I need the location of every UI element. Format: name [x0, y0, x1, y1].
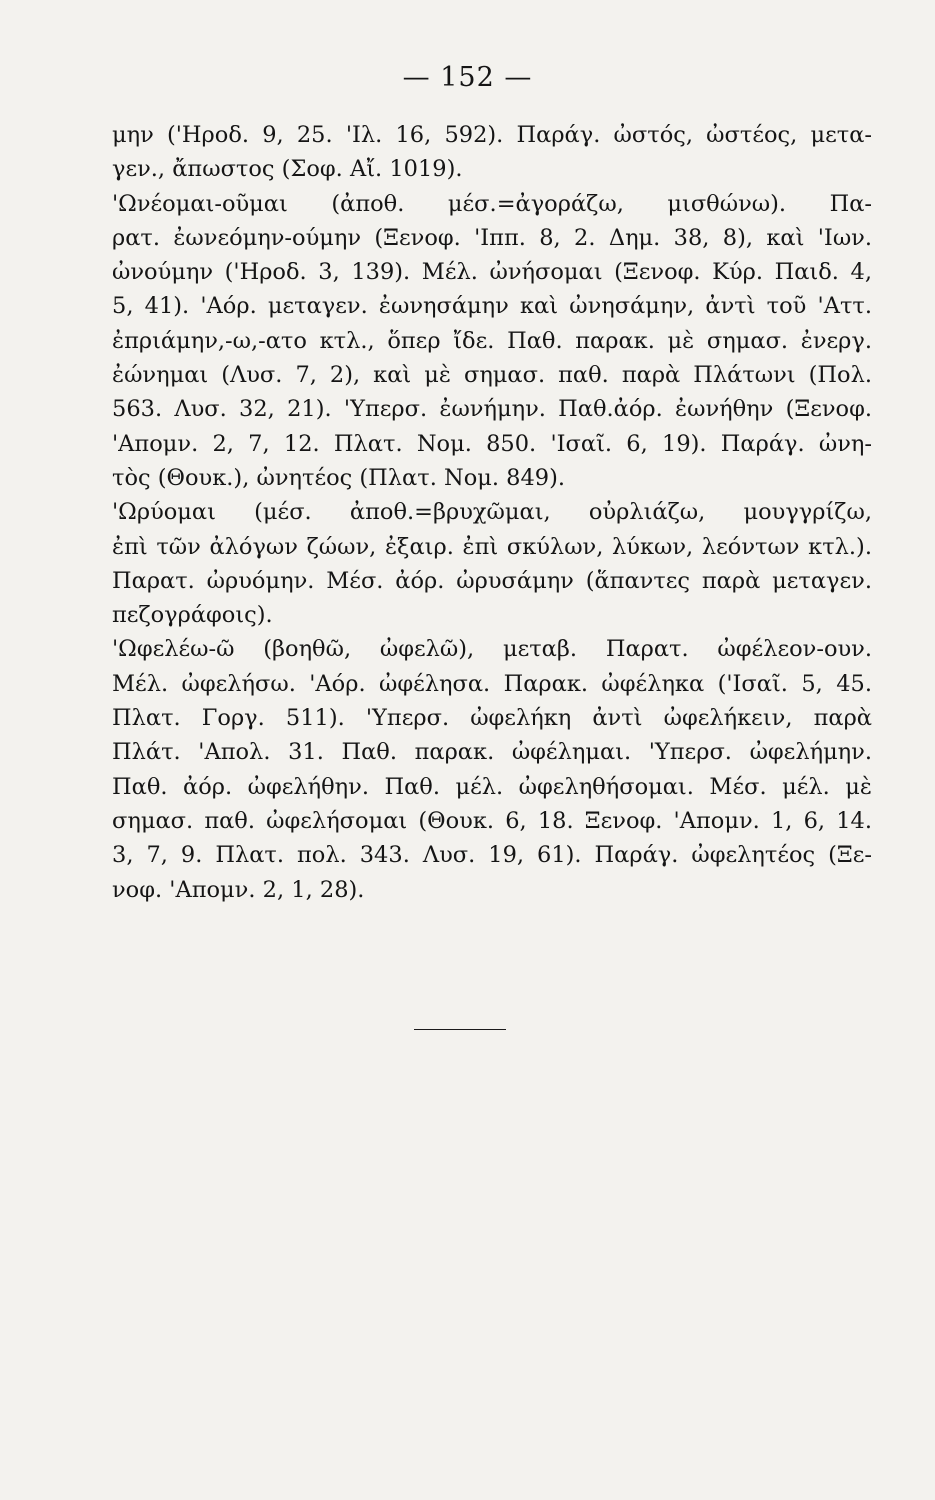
text-line: Μέλ. ὠφελήσω. 'Αόρ. ὠφέλησα. Παρακ. ὠφέληκα ('Ισαῖ. 5, 45.	[112, 670, 872, 697]
text-line: 'Ωνέομαι-οῦμαι (ἀποθ. μέσ.=ἀγοράζω, μισθώνω). Πα-	[112, 190, 872, 217]
text-line: ἐπριάμην,-ω,-ατο κτλ., ὅπερ ἴδε. Παθ. παρακ. μὲ σημασ. ἐνεργ.	[112, 327, 872, 354]
text-line: 'Ωφελέω-ῶ (βοηθῶ, ὠφελῶ), μεταβ. Παρατ. ὠφέλεον-ουν.	[112, 636, 872, 663]
dictionary-text	[112, 118, 872, 907]
text-line: Πλάτ. 'Απολ. 31. Παθ. παρακ. ὠφέλημαι. 'Υπερσ. ὠφελήμην.	[112, 739, 872, 766]
text-line: 5, 41). 'Αόρ. μεταγεν. ἐωνησάμην καὶ ὠνησάμην, ἀντὶ τοῦ 'Αττ.	[112, 293, 872, 320]
text-line: Παρατ. ὠρυόμην. Μέσ. ἀόρ. ὠρυσάμην (ἅπαντες παρὰ μεταγεν.	[112, 567, 872, 594]
text-line: μην ('Ηροδ. 9, 25. 'Ιλ. 16, 592). Παράγ. ὠστός, ὠστέος, μετα-	[112, 122, 872, 148]
section-divider	[414, 1029, 506, 1030]
text-line: Παθ. ἀόρ. ὠφελήθην. Παθ. μέλ. ὠφεληθήσομαι. Μέσ. μέλ. μὲ	[112, 773, 872, 800]
text-line: 'Ωρύομαι (μέσ. ἀποθ.=βρυχῶμαι, οὐρλιάζω, μουγγρίζω,	[112, 499, 872, 526]
text-line: πεζογράφοις).	[112, 602, 273, 629]
text-line: σημασ. παθ. ὠφελήσομαι (Θουκ. 6, 18. Ξενοφ. 'Απομν. 1, 6, 14.	[112, 807, 872, 834]
text-line: ὠνούμην ('Ηροδ. 3, 139). Μέλ. ὠνήσομαι (Ξενοφ. Κύρ. Παιδ. 4,	[112, 259, 872, 286]
page-number: — 152 —	[402, 62, 533, 93]
text-line: 'Απομν. 2, 7, 12. Πλατ. Νομ. 850. 'Ισαῖ. 6, 19). Παράγ. ὠνη-	[112, 430, 872, 457]
text-line: ἐπὶ τῶν ἀλόγων ζώων, ἐξαιρ. ἐπὶ σκύλων, λύκων, λεόντων κτλ.).	[112, 533, 872, 560]
text-line: 3, 7, 9. Πλατ. πολ. 343. Λυσ. 19, 61). Παράγ. ὠφελητέος (Ξε-	[112, 842, 872, 869]
text-line: Πλατ. Γοργ. 511). 'Υπερσ. ὠφελήκη ἀντὶ ὠφελήκειν, παρὰ	[112, 705, 872, 732]
text-line: ρατ. ἐωνεόμην-ούμην (Ξενοφ. 'Ιππ. 8, 2. Δημ. 38, 8), καὶ 'Ιων.	[112, 224, 872, 251]
text-line: 563. Λυσ. 32, 21). 'Υπερσ. ἐωνήμην. Παθ.ἀόρ. ἐωνήθην (Ξενοφ.	[112, 396, 872, 423]
text-line: ἐώνημαι (Λυσ. 7, 2), καὶ μὲ σημασ. παθ. παρὰ Πλάτωνι (Πολ.	[112, 362, 872, 389]
text-line: τὸς (Θουκ.), ὠνητέος (Πλατ. Νομ. 849).	[112, 464, 566, 491]
text-line: νοφ. 'Απομν. 2, 1, 28).	[112, 876, 365, 903]
text-line: γεν., ἄπωστος (Σοφ. Αἴ. 1019).	[112, 156, 463, 183]
